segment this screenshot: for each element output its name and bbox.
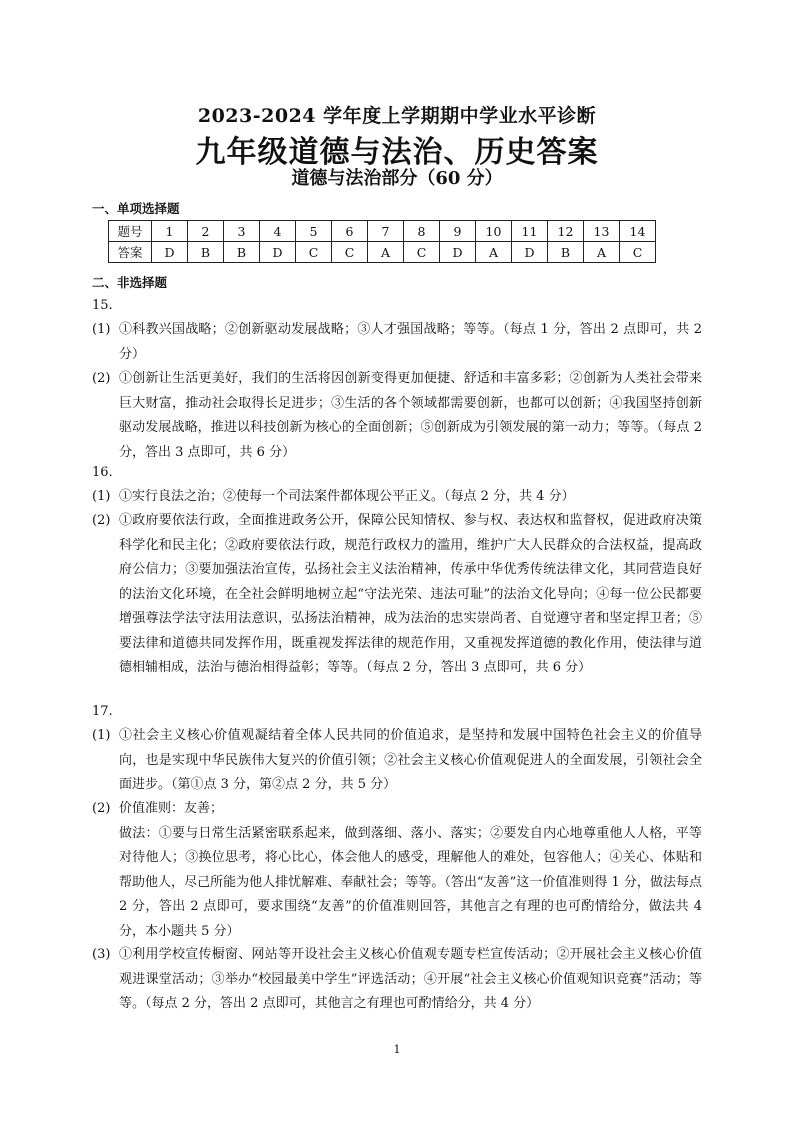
row-label-answer: 答案	[109, 242, 152, 263]
answer-cell: D	[512, 242, 548, 263]
answer-text: ①科教兴国战略；②创新驱动发展战略；③人才强国战略；等等。（每点 1 分，答出 2 点即可，共 2 分）	[119, 322, 702, 362]
question-number-cell: 12	[548, 221, 584, 242]
sub-question-label: (2)	[92, 371, 111, 386]
answer-item	[92, 509, 702, 681]
answer-cell: B	[188, 242, 224, 263]
answer-table	[108, 220, 656, 263]
question-number-cell: 9	[440, 221, 476, 242]
exam-period-title: 2023-2024 学年度上学期期中学业水平诊断	[197, 105, 597, 127]
answer-cell: A	[476, 242, 512, 263]
answer-cell: C	[296, 242, 332, 263]
question-number-cell: 7	[368, 221, 404, 242]
page-number: 1	[393, 1043, 401, 1056]
answer-cell: A	[584, 242, 620, 263]
answer-item	[92, 318, 702, 367]
question-number-cell: 11	[512, 221, 548, 242]
answer-cell: A	[368, 242, 404, 263]
question-number-cell: 2	[188, 221, 224, 242]
answer-text: ①政府要依法行政，全面推进政务公开，保障公民知情权、参与权、表达权和监督权，促进政府决策科学化和民主化；②政府要依法行政，规范行政权力的滥用，维护广大人民群众的合法权益，提高政府公信力；③要加强法治宣传，弘扬社会主义法治精神，传承中华优秀传统法律文化，其同营造良好的法治文化环境，在全社会鲜明地树立起“守法光荣、违法可耻”的法治文化导向；④每一位公民都要增强尊法学法守法用法意识，弘扬法治精神，成为法治的忠实崇尚者、自觉遵守者和坚定捍卫者；⑤要法律和道德共同发挥作用，既重视发挥法律的规范作用，又重视发挥道德的教化作用，使法律与道德相辅相成，法治与德治相得益彰；等等。（每点 2 分，答出 3 点即可，共 6 分）	[119, 513, 702, 675]
question-number-cell: 10	[476, 221, 512, 242]
answer-text-methods: 做法：①要与日常生活紧密联系起来，做到落细、落小、落实；②要发自内心地尊重他人人格，平等对待他人；③换位思考，将心比心，体会他人的感受，理解他人的难处，包容他人；④关心、体贴和帮助他人，尽己所能为他人排忧解难、奉献社会；等等。（答出“友善”这一价值准则得 1 分，做法每点 2 分，答出 2 点即可，要求围绕“友善”的价值准则回答，其他言之有理的也可酌情给分，做法共 4 分，本小题共 5 分）	[119, 825, 702, 939]
table-row-question-numbers	[109, 221, 656, 242]
question-number-cell: 4	[260, 221, 296, 242]
row-label-question-number: 题号	[109, 221, 152, 242]
answer-item	[92, 724, 702, 798]
sub-question-label: (1)	[92, 322, 111, 337]
answer-text: ①利用学校宣传橱窗、网站等开设社会主义核心价值观专题专栏宣传活动；②开展社会主义核心价值观进课堂活动；③举办“校园最美中学生”评选活动；④开展“社会主义核心价值观知识竞赛”活动；等等。（每点 2 分，答出 2 点即可，其他言之有理也可酌情给分，共 4 分）	[119, 947, 702, 1011]
question-number-cell: 8	[404, 221, 440, 242]
answer-cell: D	[260, 242, 296, 263]
question-number-cell: 3	[224, 221, 260, 242]
answer-cell: C	[620, 242, 656, 263]
answer-text-value-principle: 价值准则：友善；	[119, 801, 224, 816]
answer-item	[92, 943, 702, 1017]
question-number-cell: 1	[152, 221, 188, 242]
sub-question-label: (3)	[92, 947, 111, 962]
question-number-cell: 6	[332, 221, 368, 242]
answer-cell: B	[224, 242, 260, 263]
section-single-choice-heading: 一、单项选择题	[92, 201, 180, 216]
answer-cell: C	[404, 242, 440, 263]
question-number-cell: 13	[584, 221, 620, 242]
answer-item	[92, 485, 702, 510]
question-number-cell: 14	[620, 221, 656, 242]
subject-section-title: 道德与法治部分（60 分）	[291, 168, 503, 189]
sub-question-label: (1)	[92, 728, 111, 743]
sub-question-label: (1)	[92, 489, 111, 504]
question-number-16: 16.	[92, 465, 113, 480]
answer-cell: C	[332, 242, 368, 263]
sub-question-label: (2)	[92, 801, 111, 816]
answer-cell: D	[440, 242, 476, 263]
answer-text: ①创新让生活更美好，我们的生活将因创新变得更加便捷、舒适和丰富多彩；②创新为人类社会带来巨大财富，推动社会取得长足进步；③生活的各个领域都需要创新，也都可以创新；④我国坚持创新驱动发展战略，推进以科技创新为核心的全面创新；⑤创新成为引领发展的第一动力；等等。（每点 2 分，答出 3 点即可，共 6 分）	[119, 371, 702, 460]
document-title: 九年级道德与法治、历史答案	[195, 135, 599, 170]
answer-cell: B	[548, 242, 584, 263]
sub-question-label: (2)	[92, 513, 111, 528]
answer-text: ①社会主义核心价值观凝结着全体人民共同的价值追求，是坚持和发展中国特色社会主义的价值导向，也是实现中华民族伟大复兴的价值引领；②社会主义核心价值观促进人的全面发展，引领社会全面进步。（第①点 3 分，第②点 2 分，共 5 分）	[119, 728, 702, 792]
answer-text: ①实行良法之治；②使每一个司法案件都体现公平正义。（每点 2 分，共 4 分）	[119, 489, 575, 504]
question-number-cell: 5	[296, 221, 332, 242]
answer-cell: D	[152, 242, 188, 263]
answer-item	[92, 797, 702, 944]
question-number-17: 17.	[92, 704, 113, 719]
question-number-15: 15.	[92, 298, 113, 313]
table-row-answers	[109, 242, 656, 263]
section-non-choice-heading: 二、非选择题	[92, 275, 168, 290]
answer-item	[92, 367, 702, 465]
